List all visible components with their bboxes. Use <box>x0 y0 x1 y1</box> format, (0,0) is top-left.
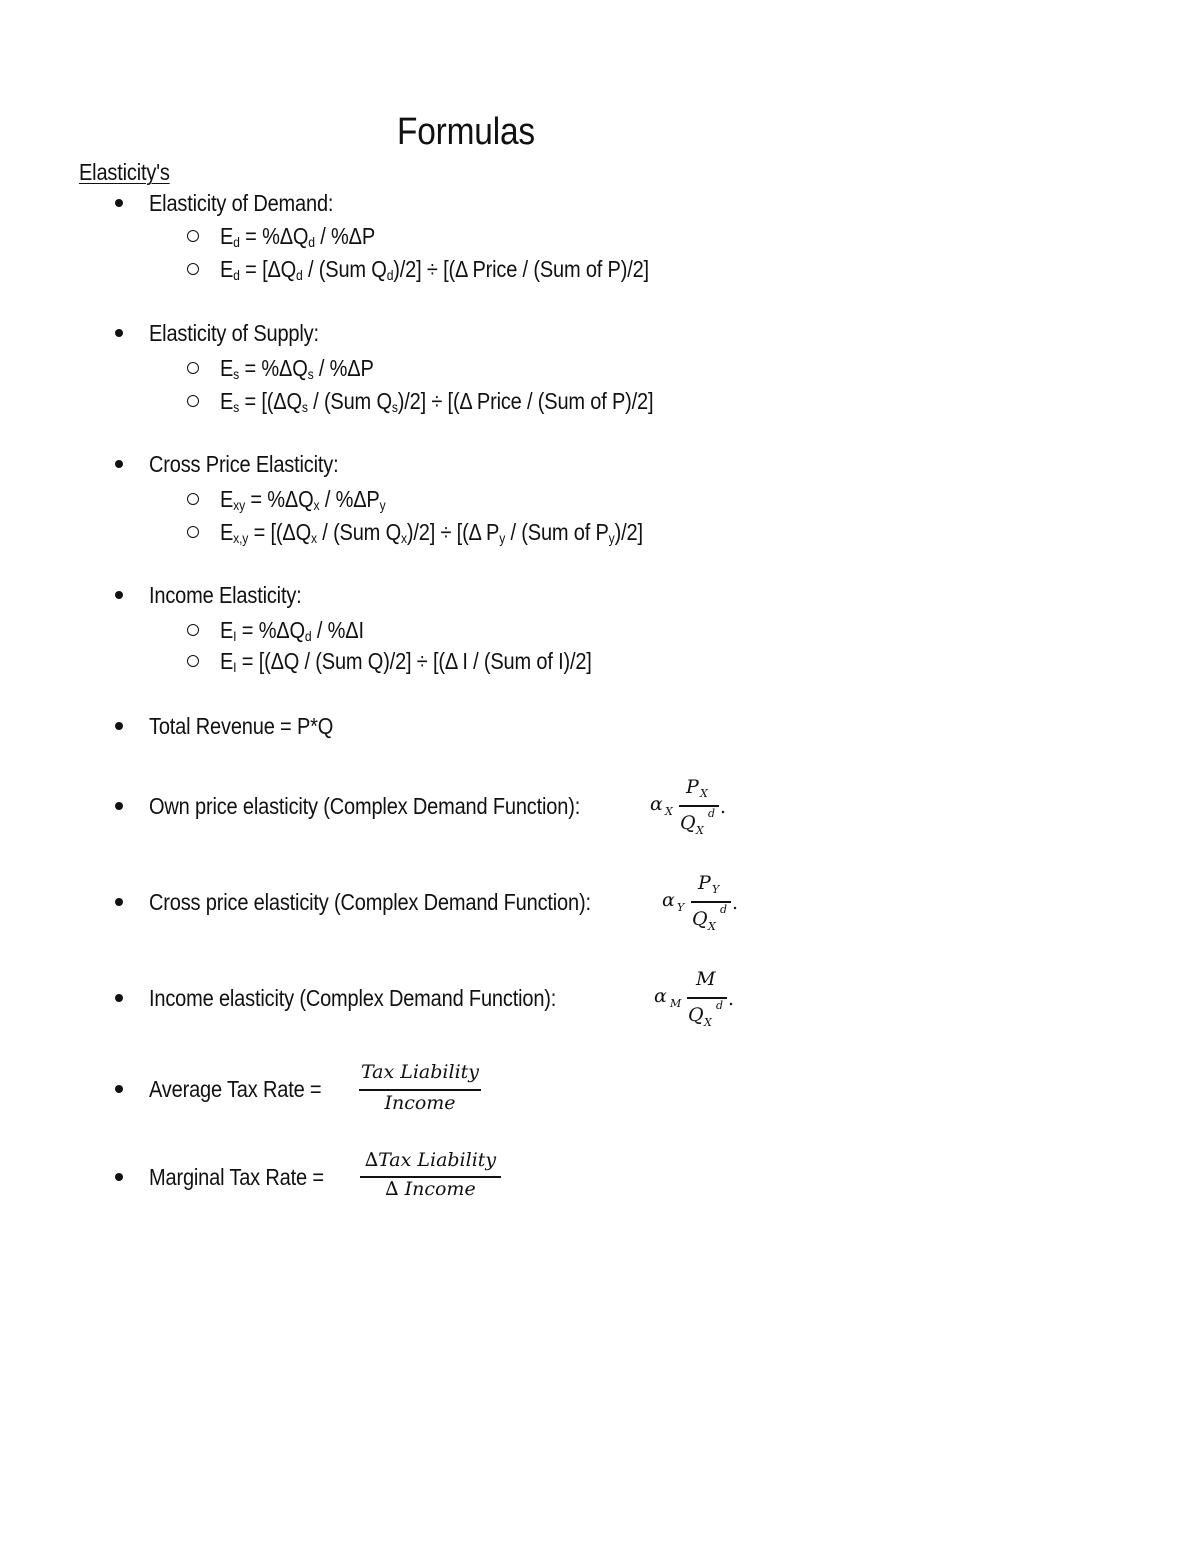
formula-cross-2: $E_{x,y} = [(\Delta Q_x / (Sum$ $Q_x)/2] \div [(\Delta$ $P_y / (Sum$ of $P_y)/2$] <box>220 519 643 546</box>
own-price-formula: α X P X Q X d . <box>650 776 727 837</box>
total-revenue: Total Revenue = P*Q <box>149 713 334 739</box>
bullet-icon <box>115 1173 123 1181</box>
formula-demand-1: $E_d = \%\Delta Q_d / \%\Delta P$ <box>220 223 376 250</box>
formula-cross-1: $E_{xy} = \%\Delta Q_x / \%\Delta P_y$ <box>220 486 386 513</box>
formula-income-1: $E_I = \%\Delta Q_d / \%\Delta I$ <box>220 617 364 644</box>
average-tax-label: Average Tax Rate = <box>149 1076 322 1102</box>
bullet-icon <box>115 802 123 810</box>
formula-supply-1: $E_s = \%\Delta Q_s / \%\Delta P$ <box>220 355 374 382</box>
cross-price-formula: α Y P Y Q X d . <box>662 872 739 933</box>
bullet-icon <box>115 898 123 906</box>
income-cdf-label: Income elasticity (Complex Demand Function): <box>149 985 557 1011</box>
circle-bullet-icon <box>187 263 199 275</box>
item-label-demand: Elasticity of Demand: <box>149 190 334 216</box>
circle-bullet-icon <box>187 526 199 538</box>
bullet-icon <box>115 994 123 1002</box>
section-heading: Elasticity's <box>79 159 170 185</box>
bullet-icon <box>115 460 123 468</box>
item-label-cross-price: Cross Price Elasticity: <box>149 451 339 477</box>
circle-bullet-icon <box>187 624 199 636</box>
circle-bullet-icon <box>187 655 199 667</box>
marginal-tax-fraction: ∆Tax Liability ∆ Income <box>358 1149 503 1207</box>
item-label-income: Income Elasticity: <box>149 582 302 608</box>
circle-bullet-icon <box>187 395 199 407</box>
circle-bullet-icon <box>187 230 199 242</box>
formula-supply-2: $E_s = [(\Delta Q_s / (Sum$ $Q_s)/2] \div [(\Delta$ Price / (Sum of P)/2] <box>220 388 654 415</box>
bullet-icon <box>115 1085 123 1093</box>
page-title: Formulas <box>397 111 535 153</box>
formula-income-2: $E_I = [(\Delta Q / (Sum$ Q)/2] ÷ [(Δ I / (Sum of I)/2] <box>220 648 592 675</box>
item-label-supply: Elasticity of Supply: <box>149 320 319 346</box>
bullet-icon <box>115 591 123 599</box>
formula-demand-2: $E_d = [\Delta Q_d / (Sum$ $Q_d)/2] \div [(\Delta$ Price / (Sum of P)/2] <box>220 256 649 283</box>
own-price-label: Own price elasticity (Complex Demand Function): <box>149 793 581 819</box>
bullet-icon <box>115 199 123 207</box>
circle-bullet-icon <box>187 493 199 505</box>
bullet-icon <box>115 329 123 337</box>
income-cdf-formula: α M M Q X d . <box>654 968 735 1029</box>
circle-bullet-icon <box>187 362 199 374</box>
average-tax-fraction: Tax Liability Income <box>360 1061 480 1114</box>
cross-price-label: Cross price elasticity (Complex Demand Function): <box>149 889 591 915</box>
marginal-tax-label: Marginal Tax Rate = <box>149 1164 324 1190</box>
bullet-icon <box>115 722 123 730</box>
